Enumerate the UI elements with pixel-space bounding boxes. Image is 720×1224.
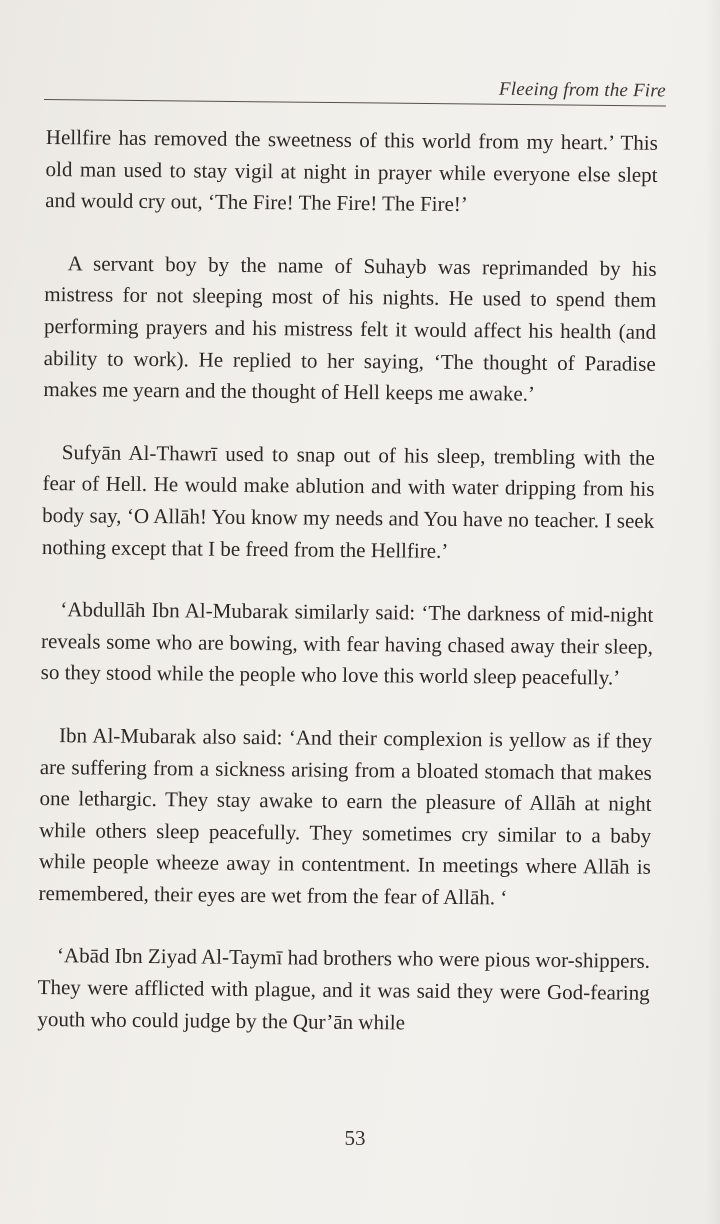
paragraph-sufyan: Sufyān Al-Thawrī used to snap out of his sleep, trembling with the fear of Hell. He would make ablution and with water dripping from his body say, ‘O Allāh! You know my needs and You have no teacher. I seek nothing except that I be freed from the Hellfire.’ xyxy=(41,439,655,563)
page-number: 53 xyxy=(344,1126,366,1150)
paragraph-abad: ‘Abād Ibn Ziyad Al-Taymī had brothers who were pious wor-shippers. They were afflicted with plague, and it was said they were God-fearing youth who could judge by the Qur’ān while xyxy=(37,943,651,1035)
paragraph-abdullah: ‘Abdullāh Ibn Al-Mubarak similarly said: ‘The darkness of mid-night reveals some who are bowing, with fear having chased away their sleep, so they stood while the people who love this world sleep peacefully.’ xyxy=(40,597,654,690)
paragraph-suhayb: A servant boy by the name of Suhayb was reprimanded by his mistress for not sleeping most of his nights. He used to spend them performing prayers and his mistress felt it would affect his health (and ability to work). He replied to her saying, ‘The thought of Paradise makes me yearn and the thought of Hell keeps me awake.’ xyxy=(43,250,657,406)
running-head: Fleeing from the Fire xyxy=(498,78,666,102)
page-edge-shadow xyxy=(706,0,720,1224)
paragraph-continued: Hellfire has removed the sweetness of this world from my heart.’ This old man used to stay vigil at night in prayer while everyone else slept and would cry out, ‘The Fire! The Fire! The Fire!’ xyxy=(45,124,658,217)
paragraph-ibn-al-mubarak: Ibn Al-Mubarak also said: ‘And their complexion is yellow as if they are suffering from a sickness arising from a bloated stomach that makes one lethargic. They stay awake to earn the pleasure of Allāh at night while others sleep peacefully. They sometimes cry similar to a baby while people wheeze away in contentment. In meetings where Allāh is remembered, their eyes are wet from the fear of Allāh. ‘ xyxy=(38,723,653,910)
body-text xyxy=(37,122,658,1072)
